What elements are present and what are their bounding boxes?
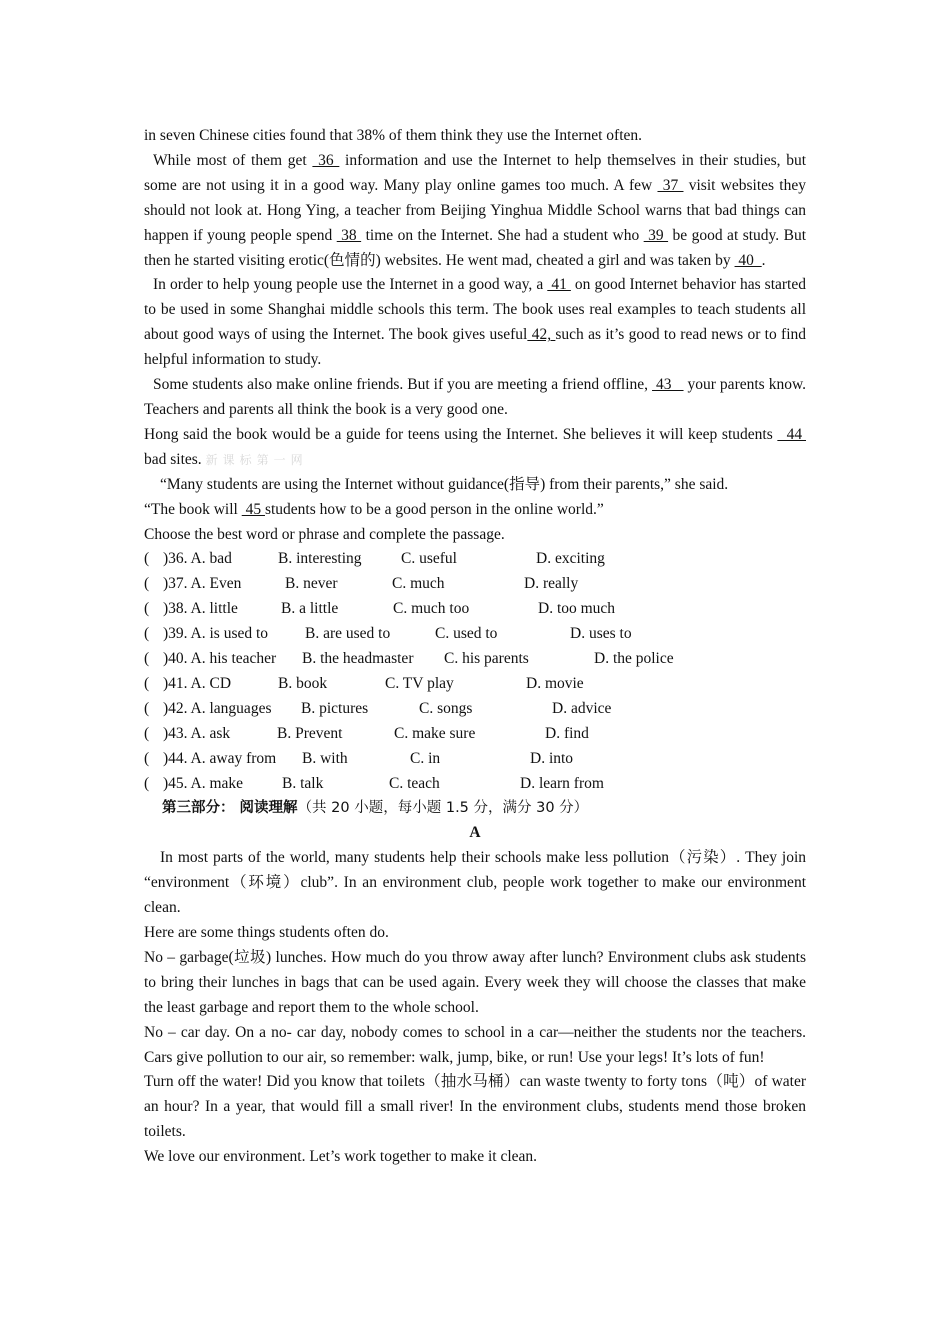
text: on good Internet behavior has started to be used in some Shanghai middle schools this term. The book uses real examples to teach students all about good ways of using the Internet. The book gives useful [144, 276, 806, 344]
option-c: C. his parents [444, 650, 529, 668]
option-b: B. with [302, 749, 348, 767]
text: While most of them get [153, 151, 313, 169]
option-a: )44. A. away from [163, 749, 277, 767]
option-b: B. never [285, 575, 338, 593]
option-b: B. a little [281, 600, 339, 618]
text: information and use the Internet to help themselves in their studies, but some are not using it in a good way. Many play online games too much. A few [144, 151, 806, 194]
option-c: C. much [392, 575, 445, 593]
blank-41: 41 [547, 276, 571, 294]
passage-paragraph: Here are some things students often do. [144, 924, 389, 941]
option-c: C. in [410, 749, 441, 767]
blank-40: 40 [734, 251, 762, 269]
instruction: Choose the best word or phrase and complete the passage. [144, 525, 505, 543]
option-d: D. into [530, 749, 574, 767]
option-d: D. uses to [570, 625, 632, 643]
text: Hong said the book would be a guide for teens using the Internet. She believes it will keep students [144, 425, 778, 443]
passage-paragraph: “Many students are using the Internet without guidance(指导) from their parents,” she said. [160, 475, 729, 493]
option-a: )36. A. bad [163, 550, 232, 568]
option-d: D. the police [594, 650, 674, 668]
blank-36: 36 [312, 151, 340, 169]
option-c: C. teach [389, 774, 440, 792]
option-d: D. too much [538, 600, 616, 618]
option-c: C. much too [393, 600, 470, 618]
option-c: C. useful [401, 550, 457, 568]
passage-heading: A [469, 824, 481, 842]
text: In order to help young people use the Internet in a good way, a [153, 276, 548, 294]
option-b: B. the headmaster [302, 650, 414, 668]
option-d: D. movie [526, 674, 584, 692]
section-note: （共 20 小题，每小题 1.5 分，满分 30 分） [297, 800, 589, 817]
answer-paren[interactable]: ( [144, 724, 150, 742]
option-b: B. interesting [278, 550, 362, 568]
text: such as it’s good to read news or to find helpful information to study. [144, 326, 807, 369]
option-a: )43. A. ask [163, 724, 231, 742]
question-item [144, 547, 806, 572]
question-item [144, 747, 806, 772]
option-b: B. book [278, 674, 328, 692]
option-c: C. songs [419, 699, 473, 717]
answer-paren[interactable]: ( [144, 674, 150, 692]
option-b: B. Prevent [277, 724, 343, 742]
option-a: )41. A. CD [163, 674, 232, 692]
text: visit websites they should not look at. Hong Ying, a teacher from Beijing Yinghua Middle School warns that bad things can happen if young people spend [144, 176, 806, 244]
passage-paragraph [144, 273, 806, 373]
blank-42: 42, [527, 326, 556, 344]
blank-43: 43 [652, 376, 684, 394]
blank-38: 38 [336, 226, 362, 244]
text: bad sites. [144, 450, 202, 468]
passage-paragraph: We love our environment. Let’s work together to make it clean. [144, 1148, 538, 1166]
blank-44: 44 [777, 425, 806, 443]
blank-37: 37 [657, 176, 684, 194]
question-item [144, 697, 806, 722]
text: your parents know. Teachers and parents all think the book is a very good one. [144, 376, 807, 418]
option-d: D. exciting [536, 550, 605, 568]
passage-paragraph: No – car day. On a no- car day, nobody comes to school in a car—neither the students nor the teachers. Cars give pollution to our air, so remember: walk, jump, bike, or run! Use your legs! It’s lots of fun! [144, 1023, 806, 1066]
answer-paren[interactable]: ( [144, 650, 150, 668]
passage-line: in seven Chinese cities found that 38% of them think they use the Internet often. [144, 127, 643, 144]
text: Some students also make online friends. But if you are meeting a friend offline, [153, 376, 653, 394]
question-item [144, 772, 806, 797]
blank-39: 39 [643, 226, 669, 244]
passage-paragraph [144, 373, 806, 423]
option-a: )45. A. make [163, 774, 244, 792]
answer-paren[interactable]: ( [144, 575, 150, 593]
document-page [144, 124, 806, 1170]
blank-45: 45 [241, 500, 265, 518]
section-title: 第三部分： 阅读理解 [162, 800, 298, 817]
option-c: C. make sure [394, 724, 476, 742]
text: time on the Internet. She had a student who [361, 226, 644, 244]
text: . [761, 251, 766, 269]
option-c: C. used to [435, 625, 498, 643]
passage-paragraph [144, 498, 806, 523]
text: students how to be a good person in the online world.” [264, 500, 604, 518]
passage-paragraph: Turn off the water! Did you know that toilets（抽水马桶）can waste twenty to forty tons（吨）of water an hour? In a year, that would fill a small river! In the environment clubs, students mend those broken toilets. [144, 1073, 806, 1141]
option-d: D. really [524, 575, 579, 593]
text: “The book will [144, 500, 242, 518]
option-a: )37. A. Even [163, 575, 242, 593]
option-d: D. advice [552, 699, 612, 717]
option-d: D. learn from [520, 774, 604, 792]
question-item [144, 597, 806, 622]
option-b: B. talk [282, 774, 324, 792]
question-item [144, 622, 806, 647]
passage-paragraph [144, 423, 806, 473]
option-c: C. TV play [385, 674, 454, 692]
question-item [144, 572, 806, 597]
answer-paren[interactable]: ( [144, 699, 150, 717]
option-a: )39. A. is used to [163, 625, 269, 643]
option-b: B. are used to [305, 625, 391, 643]
option-a: )38. A. little [163, 600, 238, 618]
question-item [144, 672, 806, 697]
option-b: B. pictures [301, 699, 369, 717]
answer-paren[interactable]: ( [144, 749, 150, 767]
answer-paren[interactable]: ( [144, 550, 150, 568]
text: be good at study. But then he started visiting erotic(色情的) websites. He went mad, cheated a girl and was taken by [144, 226, 806, 269]
question-list [144, 547, 806, 796]
passage-paragraph [144, 149, 806, 274]
answer-paren[interactable]: ( [144, 600, 150, 618]
answer-paren[interactable]: ( [144, 625, 150, 643]
section-header [162, 796, 806, 821]
question-item [144, 647, 806, 672]
option-d: D. find [545, 724, 589, 742]
option-a: )40. A. his teacher [163, 650, 277, 668]
passage-paragraph: In most parts of the world, many students help their schools make less pollution（污染）. They join “environment（环境）club”. In an environment club, people work together to make our environment clean. [144, 849, 806, 917]
watermark: 新 课 标 第 一 网 [205, 452, 304, 467]
question-item [144, 722, 806, 747]
passage-paragraph: No – garbage(垃圾) lunches. How much do you throw away after lunch? Environment clubs ask students to bring their lunches in bags that can be used again. Every week they will choose the classes that make the least garbage and report them to the whole school. [144, 948, 806, 1016]
option-a: )42. A. languages [163, 699, 272, 717]
answer-paren[interactable]: ( [144, 774, 150, 792]
